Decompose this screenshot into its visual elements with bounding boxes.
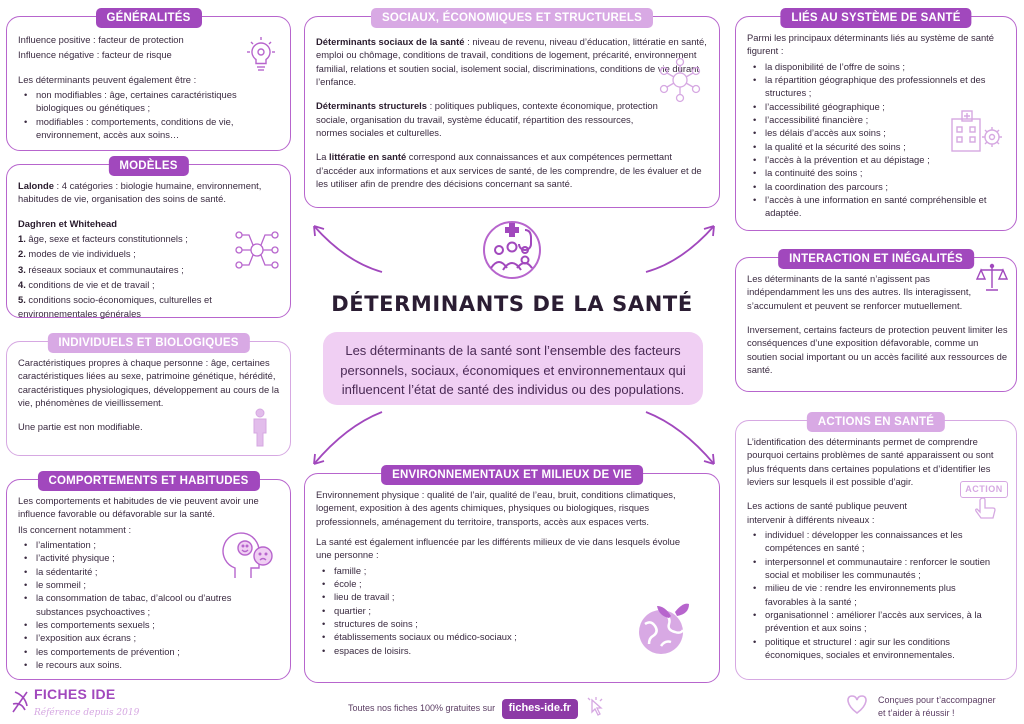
comportements-list: [24, 538, 234, 671]
list-item: • le recours aux soins.: [24, 658, 234, 671]
social-network-icon: [657, 57, 703, 103]
card-title-interaction: INTERACTION ET INÉGALITÉS: [778, 249, 974, 269]
card-environnementaux: [304, 469, 720, 683]
person-icon: [249, 408, 271, 448]
card-title-comportements: COMPORTEMENTS ET HABITUDES: [37, 471, 259, 491]
card-comportements: [6, 475, 291, 680]
list-item: • modifiables : comportements, conditions de vie, environnement, accès aux soins…: [24, 115, 256, 142]
list-item: 3. réseaux sociaux et communautaires ;: [18, 263, 184, 275]
daghren-whitehead-title: Daghren et Whitehead: [18, 217, 117, 229]
list-item: • les comportements de prévention ;: [24, 645, 234, 658]
action-icon-label: ACTION: [960, 481, 1008, 498]
daghren-whitehead-list: [18, 232, 233, 320]
heart-icon: [844, 692, 870, 716]
environnementaux-p1: Environnement physique : qualité de l’air, qualité de l’eau, bruit, conditions climatiques, logement, exposition à des agents chimiques, physiques ou biologiques, risques professionnels, aménagement du territoire, transports, accès aux espaces verts.: [316, 489, 676, 527]
interaction-p1: Les déterminants de la santé n’agissent pas indépendamment les uns des autres. Ils interagissent, s’accumulent et peuvent se renforcer mutuellement.: [747, 273, 972, 311]
card-systeme: [735, 12, 1017, 231]
card-title-actions: ACTIONS EN SANTÉ: [807, 412, 945, 432]
lalonde-name: Lalonde: [18, 180, 54, 191]
card-generalites: [6, 12, 291, 151]
sociaux-p3: La littératie en santé correspond aux connaissances et aux compétences permettant d’accéder aux informations et aux services de santé, de les comprendre, de les évaluer et de les utiliser afin de prendre des décisions concernant sa santé.: [316, 151, 702, 190]
list-item: • la continuité des soins ;: [753, 166, 1005, 179]
community-health-icon: [479, 220, 545, 282]
card-modeles: [6, 160, 291, 319]
card-title-environnementaux: ENVIRONNEMENTAUX ET MILIEUX DE VIE: [381, 465, 643, 485]
generalites-line-negative: Influence négative : facteur de risque: [18, 49, 172, 61]
actions-list: [753, 528, 1005, 661]
list-item: • l’alimentation ;: [24, 538, 234, 551]
cursor-click-icon: [586, 696, 608, 720]
modeles-lalonde: [18, 179, 280, 206]
list-item: 2. modes de vie individuels ;: [18, 248, 136, 260]
hospital-gear-icon: [948, 107, 1004, 155]
list-item: • le sommeil ;: [24, 578, 234, 591]
list-item: • organisationnel : améliorer l’accès aux services, à la prévention et aux soins ;: [753, 608, 999, 635]
list-item: • interpersonnel et communautaire : renforcer le soutien social et mobiliser les communautés ;: [753, 555, 1005, 582]
list-item: 1. âge, sexe et facteurs constitutionnels ;: [18, 233, 188, 245]
card-sociaux: [304, 12, 720, 208]
page-title: DÉTERMINANTS DE LA SANTÉ: [331, 292, 693, 316]
list-item: 5. conditions socio-économiques, culturelles et environnementales générales: [18, 294, 212, 319]
list-item: • l’accessibilité géographique ;: [753, 100, 1005, 113]
list-item: • l’accès à une information en santé compréhensible et adaptée.: [753, 193, 999, 220]
list-item: • l’accessibilité financière ;: [753, 113, 1005, 126]
footer-center: [348, 699, 578, 719]
list-item: 4. conditions de vie et de travail ;: [18, 279, 155, 291]
list-item: • la qualité et la sécurité des soins ;: [753, 140, 1005, 153]
card-title-individuels: INDIVIDUELS ET BIOLOGIQUES: [47, 333, 249, 353]
lightbulb-gear-icon: [239, 35, 283, 79]
lalonde-text: : 4 catégories : biologie humaine, environnement, habitudes de vie, organisation des soins de santé.: [18, 180, 262, 205]
card-individuels: [6, 337, 291, 456]
site-link[interactable]: fiches-ide.fr: [502, 699, 578, 719]
sociaux-p1: Déterminants sociaux de la santé : niveau de revenu, niveau d’éducation, littératie en santé, emploi ou chômage, conditions de travail, conditions de logement, précarité, environnement familial, relations et soutien social, isolement social, discriminations, conditions de vie durant l’enfance.: [316, 36, 707, 88]
brand-name: FICHES IDE: [34, 686, 116, 702]
individuels-note: Une partie est non modifiable.: [18, 421, 143, 433]
list-item: • la sédentarité ;: [24, 565, 234, 578]
list-item: • espaces de loisirs.: [322, 644, 708, 657]
list-item: • milieu de vie : rendre les environnements plus favorables à la santé ;: [753, 581, 989, 608]
logo-icon: [9, 688, 31, 716]
list-item: • établissements sociaux ou médico-sociaux ;: [322, 630, 708, 643]
action-button-icon: [960, 481, 1008, 521]
generalites-list: [24, 88, 256, 141]
footer-right: [878, 694, 996, 720]
card-title-systeme: LIÉS AU SYSTÈME DE SANTÉ: [780, 8, 971, 28]
list-item: • les délais d’accès aux soins ;: [753, 126, 1005, 139]
footer-free-text: Toutes nos fiches 100% gratuites sur: [348, 703, 496, 713]
list-item: • l’exposition aux écrans ;: [24, 631, 234, 644]
list-item: • quartier ;: [322, 604, 708, 617]
actions-p1: L’identification des déterminants permet de comprendre pourquoi certains problèmes de santé apparaissent ou sont plus fréquents dans certaines populations et d’identifier les leviers sur lesquels il est possible d’agir.: [747, 436, 994, 488]
arrow-bottom-left-icon: [306, 408, 386, 470]
brand: [34, 685, 139, 720]
sociaux-p2: Déterminants structurels : politiques publiques, contexte économique, protection sociale, organisation du travail, système éducatif, répartition des ressources, normes sociales et culturelles.: [316, 100, 658, 139]
list-item: • non modifiables : âge, certaines caractéristiques biologiques ou génétiques ;: [24, 88, 256, 115]
list-item: • l’activité physique ;: [24, 551, 234, 564]
list-item: • politique et structurel : agir sur les conditions économiques, sociales et environnementales.: [753, 635, 999, 662]
actions-p2: Les actions de santé publique peuvent intervenir à différents niveaux :: [747, 500, 908, 525]
card-interaction: [735, 253, 1017, 392]
list-item: • les comportements sexuels ;: [24, 618, 234, 631]
head-emotions-icon: [221, 526, 279, 584]
list-item: • la coordination des parcours ;: [753, 180, 1005, 193]
interaction-p2: Inversement, certains facteurs de protection peuvent limiter les conséquences d’une exposition défavorable, comme un soutien social important ou un accès facilité aux ressources de santé.: [747, 324, 1008, 376]
list-item: • la répartition géographique des professionnels et des structures ;: [753, 73, 999, 100]
card-title-generalites: GÉNÉRALITÉS: [96, 8, 202, 28]
list-item: • l’accès à la prévention et au dépistage ;: [753, 153, 1005, 166]
list-item: • famille ;: [322, 564, 708, 577]
comportements-intro2: Ils concernent notamment :: [18, 523, 132, 535]
list-item: • la disponibilité de l’offre de soins ;: [753, 60, 1005, 73]
balance-scale-icon: [976, 262, 1008, 294]
footer-right-line1: Conçues pour t’accompagner: [878, 695, 996, 705]
network-nodes-icon: [232, 225, 282, 275]
comportements-intro: Les comportements et habitudes de vie peuvent avoir une influence favorable ou défavorable sur la santé.: [18, 495, 259, 520]
list-item: • individuel : développer les connaissances et les compétences en santé ;: [753, 528, 989, 555]
card-actions: [735, 416, 1017, 680]
generalites-intro: Les déterminants peuvent également être :: [18, 73, 197, 85]
arrow-bottom-right-icon: [642, 408, 722, 470]
earth-leaves-icon: [635, 598, 691, 658]
footer-right-line2: et t’aider à réussir !: [878, 708, 955, 719]
list-item: • lieu de travail ;: [322, 590, 708, 603]
list-item: • école ;: [322, 577, 708, 590]
individuels-text: Caractéristiques propres à chaque personne : âge, certaines caractéristiques liées au sexe, patrimoine génétique, hérédité, caractéristiques physiologiques, développement au cours de la vie, phénomènes de vieillissement.: [18, 357, 280, 409]
arrow-top-left-icon: [306, 220, 386, 276]
definition-box: Les déterminants de la santé sont l’ensemble des facteurs personnels, sociaux, économiques et environnementaux qui influencent l’état de santé des individus ou des populations.: [323, 332, 703, 405]
systeme-intro: Parmi les principaux déterminants liés au système de santé figurent :: [747, 32, 994, 57]
environnementaux-p2: La santé est également influencée par les différents milieux de vie dans lesquels évolue une personne :: [316, 536, 681, 561]
brand-tagline: Référence depuis 2019: [34, 707, 140, 718]
card-title-sociaux: SOCIAUX, ÉCONOMIQUES ET STRUCTURELS: [371, 8, 653, 28]
list-item: • structures de soins ;: [322, 617, 708, 630]
arrow-top-right-icon: [642, 220, 722, 276]
list-item: • la consommation de tabac, d’alcool ou d’autres substances psychoactives ;: [24, 591, 234, 618]
generalites-line-positive: Influence positive : facteur de protection: [18, 34, 184, 45]
card-title-modeles: MODÈLES: [108, 156, 188, 176]
